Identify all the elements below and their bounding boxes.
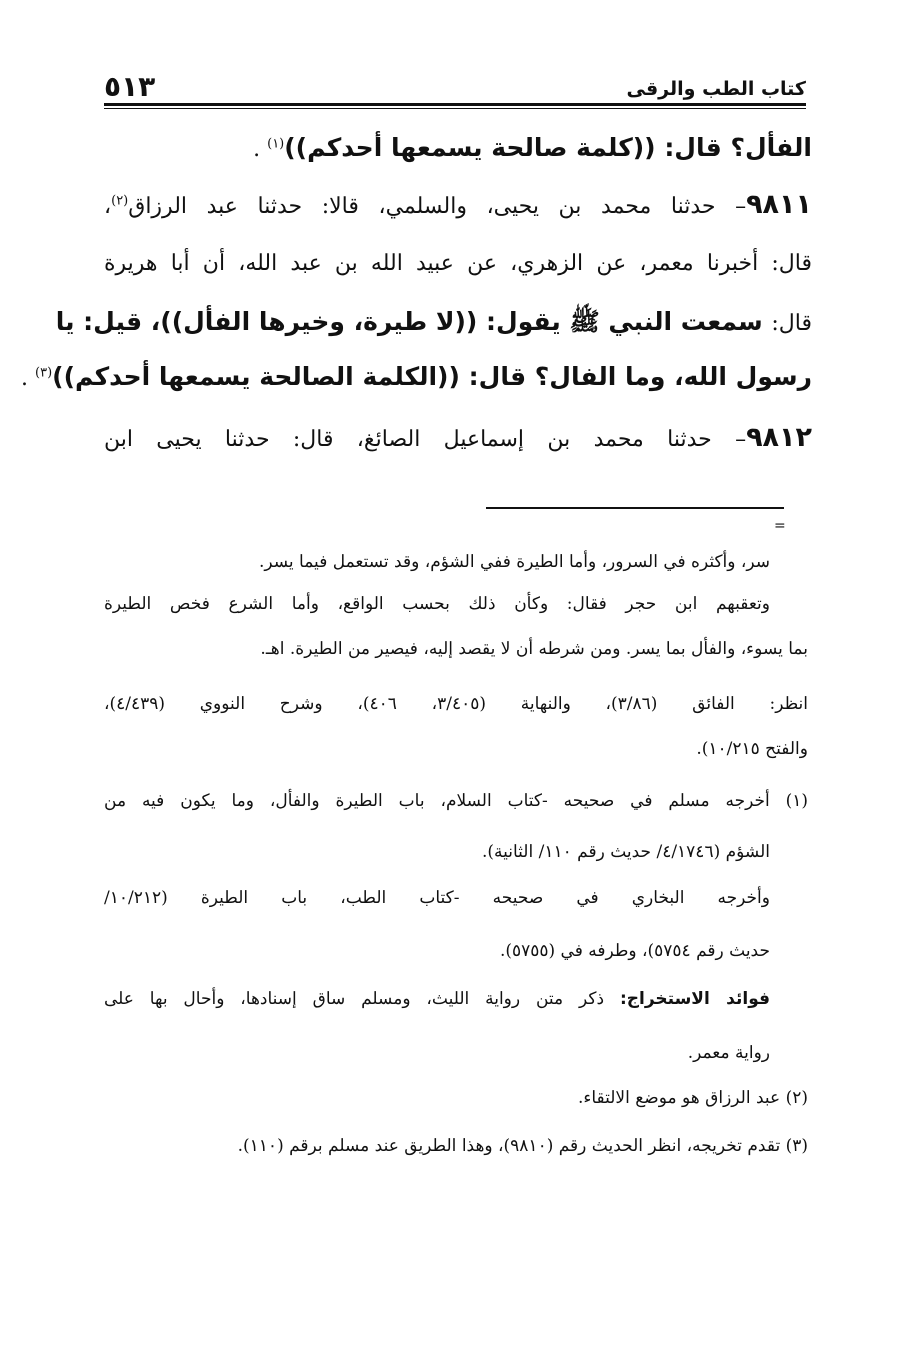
main-line-3: قال: أخبرنا معمر، عن الزهري، عن عبيد الله بن عبد الله، أن أبا هريرة — [104, 251, 812, 276]
isnad-text: – حدثنا محمد بن يحيى، والسلمي، قالا: حدثنا عبد الرزاق — [128, 194, 747, 219]
footnote-separator — [486, 507, 784, 509]
isnad-text: – حدثنا محمد بن إسماعيل الصائغ، قال: حدثنا يحيى ابن — [104, 427, 747, 452]
header-rule-thick — [104, 103, 806, 106]
footnote-continuation-mark: = — [774, 518, 786, 534]
bold-phrase: سمعت النبي ﷺ يقول: — [486, 307, 772, 336]
hadith-quote: ((لا طيرة، وخيرها الفأل))، — [150, 307, 487, 336]
main-line-1 — [104, 128, 812, 168]
main-line-4 — [55, 302, 812, 342]
footnote-text: ذكر متن رواية الليث، ومسلم ساق إسنادها، وأحال بها على — [104, 989, 620, 1009]
hadith-quote: ((كلمة صالحة يسمعها أحدكم)) — [284, 133, 665, 162]
page-number: ٥١٣ — [104, 70, 156, 103]
bold-phrase: قيل: — [83, 307, 151, 336]
footnote-line: (٢) عبد الرزاق هو موضع الالتقاء. — [577, 1088, 808, 1108]
bold-phrase: قال: — [468, 362, 535, 391]
punctuation: ، — [104, 194, 112, 219]
footnote-line: سر، وأكثره في السرور، وأما الطيرة ففي الشؤم، وقد تستعمل فيما يسر. — [258, 552, 770, 572]
footnote-bold-label: فوائد الاستخراج: — [619, 989, 770, 1009]
plain-phrase: قال: — [771, 311, 812, 336]
footnote-line — [104, 985, 770, 1013]
footnote-line: رواية معمر. — [687, 1043, 770, 1063]
main-line-5 — [21, 357, 812, 397]
main-line-6 — [104, 418, 812, 458]
footnote-ref: (٣) — [35, 365, 53, 381]
footnote-line: (٣) تقدم تخريجه، انظر الحديث رقم (٩٨١٠)، وهذا الطريق عند مسلم برقم (١١٠). — [237, 1136, 808, 1156]
page-header — [104, 62, 806, 102]
header-rule-thin — [104, 108, 806, 109]
footnote-line: وأخرجه البخاري في صحيحه -كتاب الطب، باب الطيرة (١٠/٢١٢/ — [104, 888, 770, 908]
footnote-line: بما يسوء، والفأل بما يسر. ومن شرطه أن لا يقصد إليه، فيصير من الطيرة. اهـ. — [260, 639, 808, 659]
footnote-ref: (١) — [267, 136, 285, 152]
bold-phrase: يا — [55, 307, 84, 336]
footnote-line: الشؤم (٤/١٧٤٦/ حديث رقم ١١٠/ الثانية). — [481, 842, 770, 862]
running-title: كتاب الطب والرقى — [626, 78, 806, 100]
punctuation: . — [253, 137, 268, 162]
footnote-line: وتعقبهم ابن حجر فقال: وكأن ذلك بحسب الواقع، وأما الشرع فخص الطيرة — [104, 594, 770, 614]
hadith-number: ٩٨١٢ — [746, 422, 812, 453]
hadith-quote: ((الكلمة الصالحة يسمعها أحدكم)) — [52, 362, 469, 391]
main-line-2 — [104, 185, 812, 225]
bold-phrase: الفأل؟ قال: — [664, 133, 812, 162]
footnote-line: حديث رقم ٥٧٥٤)، وطرفه في (٥٧٥٥). — [499, 941, 770, 961]
punctuation: . — [21, 366, 36, 391]
footnote-line: انظر: الفائق (٣/٨٦)، والنهاية (٣/٤٠٥، ٤٠٦)، وشرح النووي (٤/٤٣٩)، — [104, 694, 808, 714]
footnote-ref: (٢) — [111, 193, 129, 209]
hadith-number: ٩٨١١ — [746, 189, 812, 220]
footnote-line: والفتح ١٠/٢١٥). — [696, 739, 808, 759]
footnote-line: (١) أخرجه مسلم في صحيحه -كتاب السلام، باب الطيرة والفأل، وما يكون فيه من — [104, 791, 808, 811]
bold-phrase: رسول الله، وما الفال؟ — [534, 362, 812, 391]
